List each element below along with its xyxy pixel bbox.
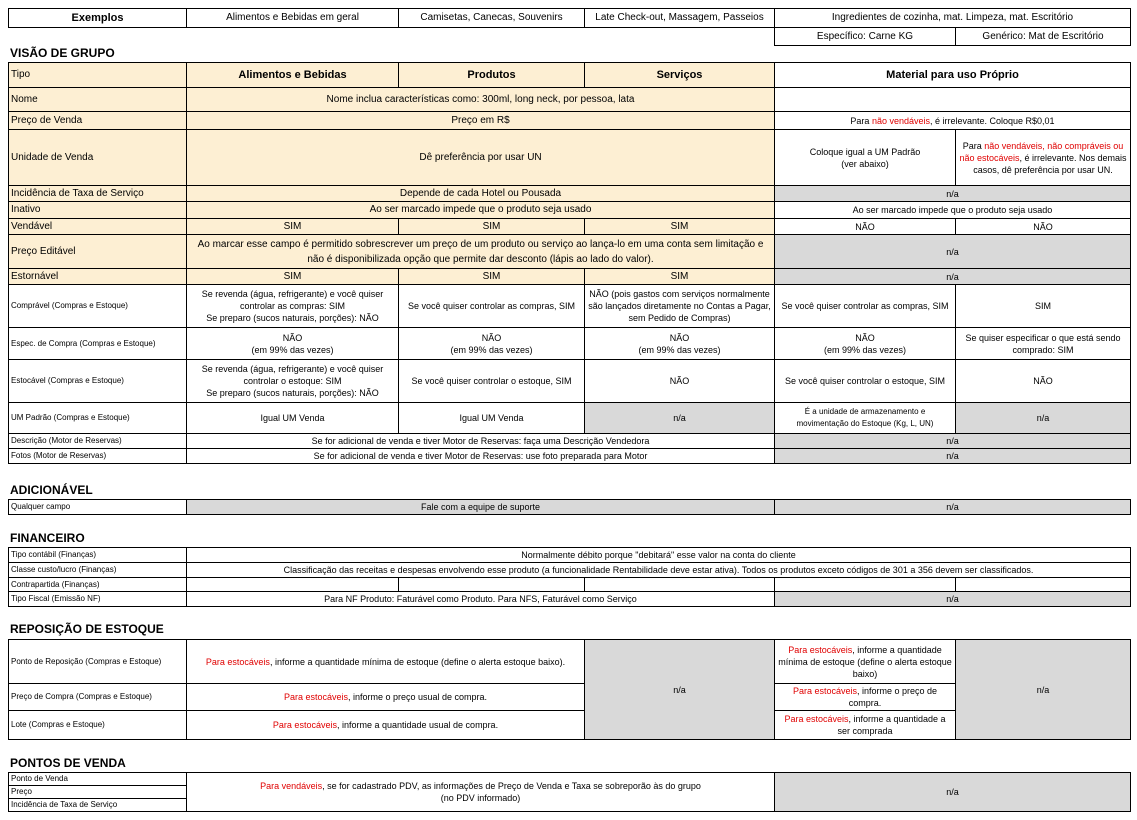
row-label-ponto-reposicao: Ponto de Reposição (Compras e Estoque) (9, 640, 187, 684)
row-label-nome: Nome (9, 88, 187, 112)
examples-table (8, 8, 1131, 46)
qualquer-materials: n/a (775, 500, 1131, 515)
um-food: Igual UM Venda (187, 403, 399, 434)
adicionavel-table (8, 499, 1131, 515)
row-label-classe: Classe custo/lucro (Finanças) (9, 563, 187, 578)
row-label-um: UM Padrão (Compras e Estoque) (9, 403, 187, 434)
espec-services: NÃO (em 99% das vezes) (585, 328, 775, 360)
compravel-specific: Se você quiser controlar as compras, SIM (775, 285, 956, 328)
qualquer-desc: Fale com a equipe de suporte (187, 500, 775, 515)
estocavel-specific: Se você quiser controlar o estoque, SIM (775, 360, 956, 403)
row-label-preco-compra: Preço de Compra (Compras e Estoque) (9, 684, 187, 711)
preco-compra-desc: Para estocáveis, informe o preço usual de compra. (187, 684, 585, 711)
contrapartida-products (399, 578, 585, 592)
unidade-specific: Coloque igual a UM Padrão (ver abaixo) (775, 130, 956, 186)
editavel-materials: n/a (775, 235, 1131, 269)
inativo-desc: Ao ser marcado impede que o produto seja usado (187, 202, 775, 219)
tipo-fiscal-desc: Para NF Produto: Faturável como Produto. Para NFS, Faturável como Serviço (187, 592, 775, 607)
descricao-desc: Se for adicional de venda e tiver Motor de Reservas: faça uma Descrição Vendedora (187, 434, 775, 449)
section-adicionavel: ADICIONÁVEL (10, 483, 93, 497)
tipo-contabil-desc: Normalmente débito porque "debitará" esse valor na conta do cliente (187, 548, 1131, 563)
header-services: Serviços (585, 63, 775, 88)
fotos-desc: Se for adicional de venda e tiver Motor de Reservas: use foto preparada para Motor (187, 449, 775, 464)
reposicao-table (8, 639, 1131, 740)
inativo-materials: Ao ser marcado impede que o produto seja usado (775, 202, 1131, 219)
row-label-preco: Preço de Venda (9, 112, 187, 130)
unidade-desc: Dê preferência por usar UN (187, 130, 775, 186)
row-label-inativo: Inativo (9, 202, 187, 219)
pontos-venda-table (8, 772, 1131, 812)
pontos-venda-desc: Para vendáveis, se for cadastrado PDV, as informações de Preço de Venda e Taxa se sobreporão às do grupo (no PDV informado) (187, 773, 775, 812)
espec-products: NÃO (em 99% das vezes) (399, 328, 585, 360)
compravel-food: Se revenda (água, refrigerante) e você quiser controlar as compras: SIM Se preparo (sucos naturais, porções): NÃO (187, 285, 399, 328)
row-label-lote: Lote (Compras e Estoque) (9, 711, 187, 740)
nome-desc: Nome inclua características como: 300ml, long neck, por pessoa, lata (187, 88, 775, 112)
row-label-descricao: Descrição (Motor de Reservas) (9, 434, 187, 449)
estornavel-food: SIM (187, 269, 399, 285)
row-label-taxa: Incidência de Taxa de Serviço (9, 186, 187, 202)
contrapartida-specific (775, 578, 956, 592)
row-label-fotos: Fotos (Motor de Reservas) (9, 449, 187, 464)
ponto-reposicao-specific: Para estocáveis, informe a quantidade mínima de estoque (define o alerta estoque baixo) (775, 640, 956, 684)
estocavel-generic: NÃO (956, 360, 1131, 403)
editavel-desc: Ao marcar esse campo é permitido sobrescrever um preço de um produto ou serviço ao lança-lo em uma conta sem limitação e não é disponibilizada opção que permite dar desconto (lápis ao lado do valor). (187, 235, 775, 269)
espec-generic: Se quiser especificar o que está sendo comprado: SIM (956, 328, 1131, 360)
reposicao-services-na: n/a (585, 640, 775, 740)
example-food: Alimentos e Bebidas em geral (187, 9, 399, 28)
espec-food: NÃO (em 99% das vezes) (187, 328, 399, 360)
financeiro-table (8, 547, 1131, 607)
row-label-contrapartida: Contrapartida (Finanças) (9, 578, 187, 592)
taxa-desc: Depende de cada Hotel ou Pousada (187, 186, 775, 202)
preco-compra-specific: Para estocáveis, informe o preço de compra. (775, 684, 956, 711)
example-generic: Genérico: Mat de Escritório (956, 28, 1131, 46)
header-products: Produtos (399, 63, 585, 88)
vendavel-services: SIM (585, 219, 775, 235)
preco-materials: Para não vendáveis, é irrelevante. Coloque R$0,01 (775, 112, 1131, 130)
estornavel-materials: n/a (775, 269, 1131, 285)
row-label-tipo-fiscal: Tipo Fiscal (Emissão NF) (9, 592, 187, 607)
taxa-materials: n/a (775, 186, 1131, 202)
row-label-qualquer: Qualquer campo (9, 500, 187, 515)
nome-materials (775, 88, 1131, 112)
section-financeiro: FINANCEIRO (10, 531, 85, 545)
row-label-compravel: Comprável (Compras e Estoque) (9, 285, 187, 328)
reposicao-generic-na: n/a (956, 640, 1131, 740)
vendavel-specific: NÃO (775, 219, 956, 235)
row-label-vendavel: Vendável (9, 219, 187, 235)
example-products: Camisetas, Canecas, Souvenirs (399, 9, 585, 28)
row-label-ponto-venda: Ponto de Venda (9, 773, 187, 786)
examples-label: Exemplos (9, 9, 187, 28)
um-products: Igual UM Venda (399, 403, 585, 434)
estocavel-food: Se revenda (água, refrigerante) e você quiser controlar o estoque: SIM Se preparo (sucos naturais, porções): NÃO (187, 360, 399, 403)
contrapartida-generic (956, 578, 1131, 592)
espec-specific: NÃO (em 99% das vezes) (775, 328, 956, 360)
example-materials: Ingredientes de cozinha, mat. Limpeza, mat. Escritório (775, 9, 1131, 28)
row-label-pv-preco: Preço (9, 786, 187, 799)
section-pontos-venda: PONTOS DE VENDA (10, 756, 126, 770)
estornavel-products: SIM (399, 269, 585, 285)
lote-specific: Para estocáveis, informe a quantidade a ser comprada (775, 711, 956, 740)
row-label-espec: Espec. de Compra (Compras e Estoque) (9, 328, 187, 360)
contrapartida-food (187, 578, 399, 592)
descricao-materials: n/a (775, 434, 1131, 449)
um-services: n/a (585, 403, 775, 434)
header-materials: Material para uso Próprio (775, 63, 1131, 88)
unidade-generic: Para não vendáveis, não compráveis ou não estocáveis, é irrelevante. Nos demais casos, dê preferência por usar UN. (956, 130, 1131, 186)
estocavel-products: Se você quiser controlar o estoque, SIM (399, 360, 585, 403)
pontos-venda-materials: n/a (775, 773, 1131, 812)
row-label-tipo: Tipo (9, 63, 187, 88)
row-label-unidade: Unidade de Venda (9, 130, 187, 186)
lote-desc: Para estocáveis, informe a quantidade usual de compra. (187, 711, 585, 740)
section-reposicao: REPOSIÇÃO DE ESTOQUE (10, 622, 164, 636)
um-generic: n/a (956, 403, 1131, 434)
compravel-services: NÃO (pois gastos com serviços normalmente são lançados diretamente no Contas a Pagar, sem Pedido de Compras) (585, 285, 775, 328)
estocavel-services: NÃO (585, 360, 775, 403)
classe-desc: Classificação das receitas e despesas envolvendo esse produto (a funcionalidade Rentabilidade deve estar ativa). Todos os produtos exceto códigos de 301 a 356 devem ser classificados. (187, 563, 1131, 578)
row-label-tipo-contabil: Tipo contábil (Finanças) (9, 548, 187, 563)
row-label-estocavel: Estocável (Compras e Estoque) (9, 360, 187, 403)
vendavel-food: SIM (187, 219, 399, 235)
um-specific: É a unidade de armazenamento e movimentação do Estoque (Kg, L, UN) (775, 403, 956, 434)
example-services: Late Check-out, Massagem, Passeios (585, 9, 775, 28)
ponto-reposicao-desc: Para estocáveis, informe a quantidade mínima de estoque (define o alerta estoque baixo). (187, 640, 585, 684)
row-label-pv-taxa: Incidência de Taxa de Serviço (9, 799, 187, 812)
vendavel-products: SIM (399, 219, 585, 235)
vendavel-generic: NÃO (956, 219, 1131, 235)
fotos-materials: n/a (775, 449, 1131, 464)
estornavel-services: SIM (585, 269, 775, 285)
preco-desc: Preço em R$ (187, 112, 775, 130)
contrapartida-services (585, 578, 775, 592)
row-label-estornavel: Estornável (9, 269, 187, 285)
group-view-table (8, 62, 1131, 464)
section-visao-grupo: VISÃO DE GRUPO (10, 46, 115, 60)
tipo-fiscal-materials: n/a (775, 592, 1131, 607)
row-label-editavel: Preço Editável (9, 235, 187, 269)
example-specific: Específico: Carne KG (775, 28, 956, 46)
compravel-generic: SIM (956, 285, 1131, 328)
compravel-products: Se você quiser controlar as compras, SIM (399, 285, 585, 328)
header-food: Alimentos e Bebidas (187, 63, 399, 88)
